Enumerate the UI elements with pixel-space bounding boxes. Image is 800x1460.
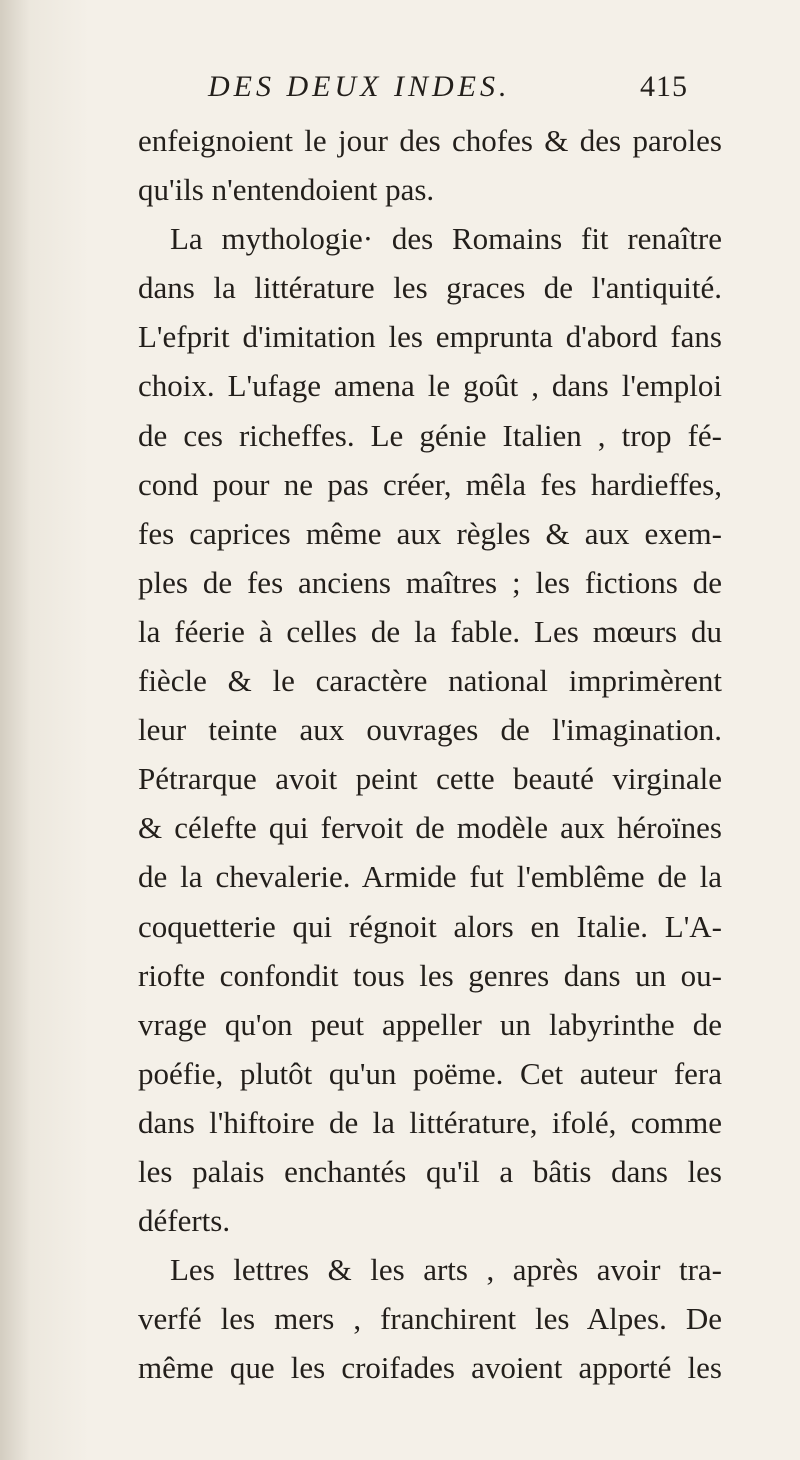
text-line: qu'ils n'entendoient pas. bbox=[138, 172, 435, 208]
text-line: de la chevalerie. Armide fut l'emblême de la bbox=[138, 859, 722, 895]
text-line: leur teinte aux ouvrages de l'imagination. bbox=[138, 712, 722, 748]
text-line: coquetterie qui régnoit alors en Italie. L'A- bbox=[138, 908, 722, 944]
text-line: & célefte qui fervoit de modèle aux héroïnes bbox=[138, 810, 722, 846]
text-line: même que les croifades avoient apporté les bbox=[138, 1350, 722, 1386]
text-line: les palais enchantés qu'il a bâtis dans les bbox=[138, 1153, 722, 1189]
text-line: fes caprices même aux règles & aux exem- bbox=[138, 515, 722, 551]
text-line: verfé les mers , franchirent les Alpes. De bbox=[138, 1301, 722, 1337]
body-text bbox=[138, 116, 722, 1392]
page-number: 415 bbox=[640, 70, 688, 103]
text-line: enfeignoient le jour des chofes & des paroles bbox=[138, 123, 722, 158]
text-line: riofte confondit tous les genres dans un ou- bbox=[138, 957, 722, 993]
text-line: Pétrarque avoit peint cette beauté virginale bbox=[138, 761, 722, 797]
text-line: L'efprit d'imitation les emprunta d'abord fans bbox=[138, 319, 722, 355]
running-title: DES DEUX INDES. bbox=[208, 70, 511, 103]
text-line: dans l'hiftoire de la littérature, ifolé, comme bbox=[138, 1104, 722, 1140]
text-line: dans la littérature les graces de l'antiquité. bbox=[138, 270, 722, 306]
running-header bbox=[208, 70, 688, 114]
text-line: cond pour ne pas créer, mêla fes hardieffes, bbox=[138, 466, 722, 502]
text-line: de ces richeffes. Le génie Italien , trop fé- bbox=[138, 417, 722, 453]
text-line: poéfie, plutôt qu'un poëme. Cet auteur fera bbox=[138, 1055, 722, 1091]
text-line: fiècle & le caractère national imprimèrent bbox=[138, 663, 722, 699]
text-line: déferts. bbox=[138, 1203, 231, 1239]
text-line: choix. L'ufage amena le goût , dans l'emploi bbox=[138, 368, 722, 404]
text-line: La mythologie· des Romains fit renaître bbox=[170, 221, 722, 257]
text-line: la féerie à celles de la fable. Les mœurs du bbox=[138, 613, 722, 649]
text-line: Les lettres & les arts , après avoir tra- bbox=[170, 1252, 722, 1288]
text-line: vrage qu'on peut appeller un labyrinthe de bbox=[138, 1006, 722, 1042]
text-line: ples de fes anciens maîtres ; les fictions de bbox=[138, 564, 722, 600]
